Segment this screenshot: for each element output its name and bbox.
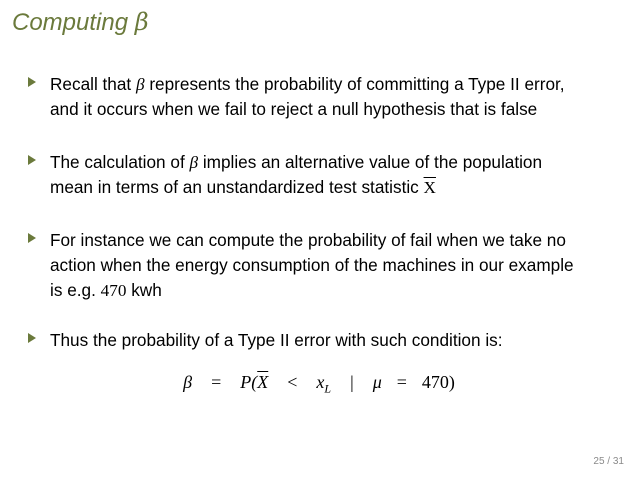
- beta-formula: [0, 372, 638, 397]
- text-line: [50, 253, 632, 278]
- slide-title-beta: β: [134, 8, 149, 36]
- text-segment: implies an alternative value of the population: [198, 152, 543, 172]
- bullet-item-2: [22, 150, 632, 200]
- beta-symbol: β: [135, 75, 145, 94]
- formula-value: 470): [421, 372, 455, 392]
- page-number: 25 / 31: [593, 456, 624, 467]
- bullet-item-4: [22, 328, 632, 353]
- formula-probability: P(: [240, 372, 258, 392]
- bullet-triangle-icon: [28, 333, 36, 343]
- text-segment: The calculation of: [50, 152, 190, 172]
- text-line: [50, 228, 632, 253]
- formula-given: |: [350, 372, 354, 392]
- bullet-triangle-icon: [28, 233, 36, 243]
- beta-symbol: β: [189, 153, 199, 172]
- formula-x-lower: x: [316, 372, 325, 392]
- bullet-text: [50, 72, 632, 122]
- text-segment: mean in terms of an unstandardized test statistic: [50, 177, 424, 197]
- text-segment: action when the energy consumption of the machines in our example: [50, 255, 574, 275]
- text-line: [50, 175, 632, 200]
- text-segment: For instance we can compute the probability of fail when we take no: [50, 230, 566, 250]
- bullet-text: [50, 150, 632, 200]
- formula-x-lower-subscript: L: [324, 381, 332, 396]
- text-line: [50, 278, 632, 303]
- text-segment: is e.g.: [50, 280, 101, 300]
- formula-xbar: $\overline{X}$: [257, 372, 269, 392]
- text-segment: and it occurs when we fail to reject a null hypothesis that is false: [50, 99, 538, 119]
- text-segment: kwh: [126, 280, 162, 300]
- formula-equals: =: [211, 372, 222, 392]
- bullet-text: [50, 228, 632, 303]
- text-line: [50, 328, 632, 353]
- slide-title: [12, 8, 149, 37]
- bullet-triangle-icon: [28, 155, 36, 165]
- slide-title-text: Computing: [12, 9, 129, 36]
- text-segment: Recall that: [50, 74, 136, 94]
- formula-mu: μ: [372, 372, 382, 392]
- value-470: 470: [100, 281, 127, 300]
- text-segment: represents the probability of committing a Type II error,: [144, 74, 565, 94]
- text-line: [50, 72, 632, 97]
- formula-beta: β: [183, 372, 193, 392]
- formula-equals-2: =: [396, 372, 407, 392]
- formula-less-than: <: [287, 372, 298, 392]
- text-line: [50, 150, 632, 175]
- bullet-item-3: [22, 228, 632, 303]
- xbar-symbol: $\overline{X}$: [423, 178, 436, 197]
- bullet-text: [50, 328, 632, 353]
- bullet-triangle-icon: [28, 77, 36, 87]
- text-segment: Thus the probability of a Type II error with such condition is:: [50, 330, 503, 350]
- text-line: [50, 97, 632, 122]
- bullet-item-1: [22, 72, 632, 122]
